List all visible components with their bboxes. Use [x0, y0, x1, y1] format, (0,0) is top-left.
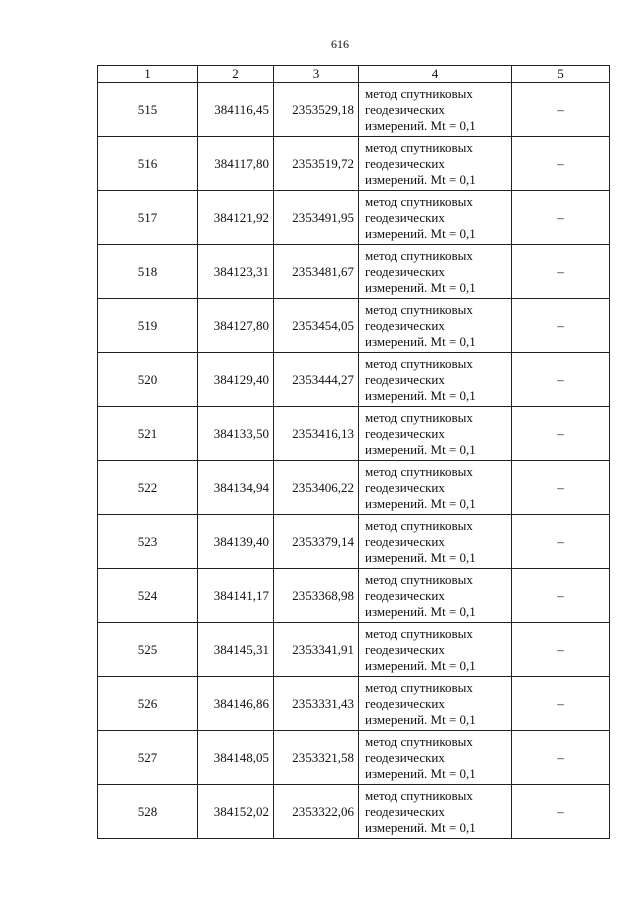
y-coordinate-cell: 2353491,95	[274, 191, 359, 245]
x-coordinate-cell: 384127,80	[198, 299, 274, 353]
note-cell: –	[512, 299, 610, 353]
point-number-cell: 528	[98, 785, 198, 839]
method-line-2: геодезических	[365, 479, 445, 495]
point-number-cell: 526	[98, 677, 198, 731]
method-line-1: метод спутниковых	[365, 247, 473, 263]
x-coordinate-cell: 384146,86	[198, 677, 274, 731]
y-coordinate-cell: 2353454,05	[274, 299, 359, 353]
method-line-1: метод спутниковых	[365, 409, 473, 425]
point-number-cell: 520	[98, 353, 198, 407]
point-number-cell: 517	[98, 191, 198, 245]
y-coordinate-cell: 2353416,13	[274, 407, 359, 461]
table-row	[98, 515, 610, 569]
note-cell: –	[512, 461, 610, 515]
y-coordinate-cell: 2353444,27	[274, 353, 359, 407]
method-line-1: метод спутниковых	[365, 571, 473, 587]
method-cell	[359, 623, 512, 677]
method-line-3: измерений. Mt = 0,1	[365, 603, 476, 619]
x-coordinate-cell: 384139,40	[198, 515, 274, 569]
method-line-2: геодезических	[365, 533, 445, 549]
method-line-2: геодезических	[365, 317, 445, 333]
point-number-cell: 518	[98, 245, 198, 299]
method-line-1: метод спутниковых	[365, 517, 473, 533]
method-line-1: метод спутниковых	[365, 625, 473, 641]
point-number-cell: 525	[98, 623, 198, 677]
x-coordinate-cell: 384141,17	[198, 569, 274, 623]
table-row	[98, 83, 610, 137]
point-number-cell: 523	[98, 515, 198, 569]
method-line-1: метод спутниковых	[365, 679, 473, 695]
point-number-cell: 524	[98, 569, 198, 623]
method-line-1: метод спутниковых	[365, 463, 473, 479]
x-coordinate-cell: 384117,80	[198, 137, 274, 191]
method-line-1: метод спутниковых	[365, 193, 473, 209]
note-cell: –	[512, 731, 610, 785]
header-col-3: 3	[274, 66, 359, 83]
method-cell	[359, 677, 512, 731]
method-cell	[359, 191, 512, 245]
y-coordinate-cell: 2353331,43	[274, 677, 359, 731]
table-header	[98, 66, 610, 83]
method-cell	[359, 245, 512, 299]
table-row	[98, 407, 610, 461]
point-number-cell: 516	[98, 137, 198, 191]
x-coordinate-cell: 384129,40	[198, 353, 274, 407]
method-cell	[359, 299, 512, 353]
method-line-3: измерений. Mt = 0,1	[365, 819, 476, 835]
method-line-3: измерений. Mt = 0,1	[365, 387, 476, 403]
x-coordinate-cell: 384148,05	[198, 731, 274, 785]
table-row	[98, 731, 610, 785]
method-cell	[359, 461, 512, 515]
y-coordinate-cell: 2353368,98	[274, 569, 359, 623]
method-line-3: измерений. Mt = 0,1	[365, 441, 476, 457]
table-row	[98, 623, 610, 677]
table-body	[98, 83, 610, 839]
point-number-cell: 521	[98, 407, 198, 461]
page-number: 616	[331, 37, 349, 51]
x-coordinate-cell: 384121,92	[198, 191, 274, 245]
note-cell: –	[512, 407, 610, 461]
method-line-1: метод спутниковых	[365, 85, 473, 101]
x-coordinate-cell: 384123,31	[198, 245, 274, 299]
method-line-1: метод спутниковых	[365, 787, 473, 803]
table-row	[98, 353, 610, 407]
method-line-1: метод спутниковых	[365, 139, 473, 155]
header-col-4: 4	[359, 66, 512, 83]
method-line-3: измерений. Mt = 0,1	[365, 279, 476, 295]
y-coordinate-cell: 2353341,91	[274, 623, 359, 677]
method-cell	[359, 515, 512, 569]
x-coordinate-cell: 384145,31	[198, 623, 274, 677]
method-cell	[359, 785, 512, 839]
method-line-2: геодезических	[365, 371, 445, 387]
method-cell	[359, 731, 512, 785]
method-line-3: измерений. Mt = 0,1	[365, 657, 476, 673]
y-coordinate-cell: 2353519,72	[274, 137, 359, 191]
table-row	[98, 569, 610, 623]
note-cell: –	[512, 245, 610, 299]
note-cell: –	[512, 515, 610, 569]
method-line-2: геодезических	[365, 263, 445, 279]
x-coordinate-cell: 384133,50	[198, 407, 274, 461]
note-cell: –	[512, 83, 610, 137]
table-row	[98, 191, 610, 245]
table-row	[98, 245, 610, 299]
note-cell: –	[512, 677, 610, 731]
method-line-3: измерений. Mt = 0,1	[365, 333, 476, 349]
method-line-2: геодезических	[365, 587, 445, 603]
note-cell: –	[512, 137, 610, 191]
method-line-3: измерений. Mt = 0,1	[365, 765, 476, 781]
point-number-cell: 527	[98, 731, 198, 785]
method-line-2: геодезических	[365, 695, 445, 711]
method-line-2: геодезических	[365, 209, 445, 225]
y-coordinate-cell: 2353322,06	[274, 785, 359, 839]
method-cell	[359, 83, 512, 137]
note-cell: –	[512, 353, 610, 407]
method-line-2: геодезических	[365, 155, 445, 171]
method-line-1: метод спутниковых	[365, 733, 473, 749]
y-coordinate-cell: 2353481,67	[274, 245, 359, 299]
x-coordinate-cell: 384152,02	[198, 785, 274, 839]
note-cell: –	[512, 191, 610, 245]
point-number-cell: 515	[98, 83, 198, 137]
method-cell	[359, 569, 512, 623]
method-line-3: измерений. Mt = 0,1	[365, 711, 476, 727]
method-line-3: измерений. Mt = 0,1	[365, 495, 476, 511]
method-cell	[359, 137, 512, 191]
note-cell: –	[512, 569, 610, 623]
header-row	[98, 66, 610, 83]
note-cell: –	[512, 623, 610, 677]
method-line-3: измерений. Mt = 0,1	[365, 117, 476, 133]
method-line-2: геодезических	[365, 749, 445, 765]
header-col-2: 2	[198, 66, 274, 83]
x-coordinate-cell: 384134,94	[198, 461, 274, 515]
method-line-1: метод спутниковых	[365, 355, 473, 371]
y-coordinate-cell: 2353379,14	[274, 515, 359, 569]
method-line-3: измерений. Mt = 0,1	[365, 171, 476, 187]
method-cell	[359, 407, 512, 461]
method-line-3: измерений. Mt = 0,1	[365, 225, 476, 241]
method-cell	[359, 353, 512, 407]
method-line-2: геодезических	[365, 425, 445, 441]
coordinates-table	[97, 65, 610, 839]
table-row	[98, 677, 610, 731]
table-row	[98, 137, 610, 191]
method-line-2: геодезических	[365, 641, 445, 657]
point-number-cell: 519	[98, 299, 198, 353]
x-coordinate-cell: 384116,45	[198, 83, 274, 137]
y-coordinate-cell: 2353406,22	[274, 461, 359, 515]
table-row	[98, 785, 610, 839]
method-line-2: геодезических	[365, 803, 445, 819]
y-coordinate-cell: 2353321,58	[274, 731, 359, 785]
table-row	[98, 299, 610, 353]
table-row	[98, 461, 610, 515]
method-line-2: геодезических	[365, 101, 445, 117]
point-number-cell: 522	[98, 461, 198, 515]
method-line-1: метод спутниковых	[365, 301, 473, 317]
note-cell: –	[512, 785, 610, 839]
y-coordinate-cell: 2353529,18	[274, 83, 359, 137]
header-col-1: 1	[98, 66, 198, 83]
method-line-3: измерений. Mt = 0,1	[365, 549, 476, 565]
header-col-5: 5	[512, 66, 610, 83]
